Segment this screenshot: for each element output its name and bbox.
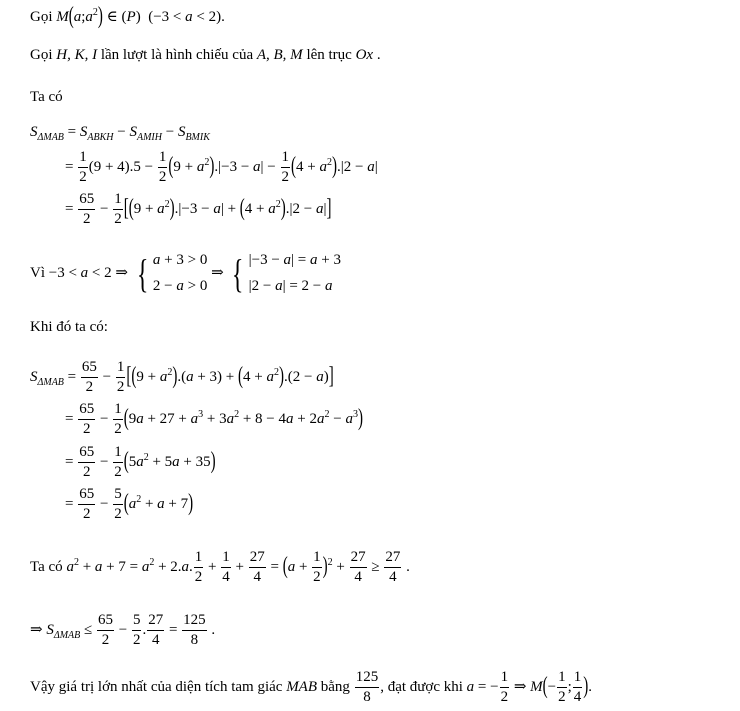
line-khi-do: Khi đó ta có: xyxy=(30,319,108,335)
text-ta-co-2: Ta có xyxy=(30,558,63,575)
answer-denominator: 8 xyxy=(363,689,371,705)
equation-area-bound: ⇒ $S_{\Delta MAB}$ ≤ $\frac{65}{2}$ − $\frac{5}{2}$ . $\frac{27}{4}$ = $\frac{125}{8}$ . xyxy=(30,612,216,648)
line-since-condition: Vì −3 < a < 2 ⇒ { a + 3 > 0 2 − a > 0 ⇒ { |−3 − a| = a + 3 |2 − a| = 2 − a xyxy=(30,250,341,296)
line-conclusion: Vậy giá trị lớn nhất của diện tích tam giác MAB bằng $\frac{125}{8}$ , đạt được khi a = − $\frac{1}{2}$ ⇒ M(− $\frac{1}{2}$ ; $\frac{1}{4}$ ). xyxy=(30,669,593,705)
text-projection: lần lượt là hình chiếu của xyxy=(100,47,254,63)
equation-area-step1: = $\frac{1}{2}$ (9 + 4).5 − $\frac{1}{2}$ $(9 + a^2).|-3 - a|$ − $\frac{1}{2}$ $(4 + a^2).|2 - a|$ xyxy=(65,149,378,185)
text-axis: lên trục xyxy=(306,47,352,63)
answer-numerator: 125 xyxy=(355,670,380,688)
symbol-M: M xyxy=(56,9,69,25)
equation-area-expanded: = $\frac{65}{2}$ − $\frac{1}{2}$ $(9a + 27 + a^3 + 3a^2 + 8 - 4a + 2a^2 - a^3)$ xyxy=(65,401,363,437)
symbol-Ox: Ox xyxy=(355,47,374,63)
text-goi-2: Gọi xyxy=(30,47,53,63)
equation-area-simplified: = $\frac{65}{2}$ − $\frac{1}{2}$ $(5a^2 + 5a + 35)$ xyxy=(65,444,216,480)
equation-area-substituted: $S_{\Delta MAB}$ = $\frac{65}{2}$ − $\frac{1}{2}$ $[(9 + a^2).(a + 3) + (4 + a^2).(2 - a)]$ xyxy=(30,359,334,395)
equation-area-factored: = $\frac{65}{2}$ − $\frac{5}{2}$ $(a^2 + a + 7)$ xyxy=(65,486,194,522)
text-conclusion: Vậy giá trị lớn nhất của diện tích tam giác xyxy=(30,678,283,695)
line-define-M: Gọi $M(a;a^2)$ ∈ (P) (−3 < a < 2). xyxy=(30,3,225,30)
equation-complete-square: Ta có $a^2 + a + 7 = a^2 + 2.a$. $\frac{1}{2}$ + $\frac{1}{4}$ + $\frac{27}{4}$ = (a + $\frac{1}{2}$ )$^2$ + $\frac{27}{4}$ ≥ $\frac{27}{4}$ . xyxy=(30,549,410,585)
symbol-MAB: MAB xyxy=(286,678,318,695)
text-goi: Gọi xyxy=(30,9,53,25)
equation-area-step2: = $\frac{65}{2}$ − $\frac{1}{2}$ $[(9 + a^2).|-3 - a| + (4 + a^2).|2 - a|]$ xyxy=(65,191,332,227)
symbol-HKI: H, K, I xyxy=(56,47,98,63)
text-vi: Vì xyxy=(30,264,45,281)
line-ta-co: Ta có xyxy=(30,89,63,105)
symbol-ABM: A, B, M xyxy=(256,47,303,63)
text-dat-duoc: , đạt được khi xyxy=(380,678,463,695)
text-bang: bằng xyxy=(320,678,350,695)
line-projections: Gọi H, K, I lần lượt là hình chiếu của A, B, M lên trục Ox . xyxy=(30,47,381,63)
equation-area-decomposition: $S_{\Delta MAB} = S_{ABKH} - S_{AMIH} - S_{BMIK}$ xyxy=(30,124,210,143)
